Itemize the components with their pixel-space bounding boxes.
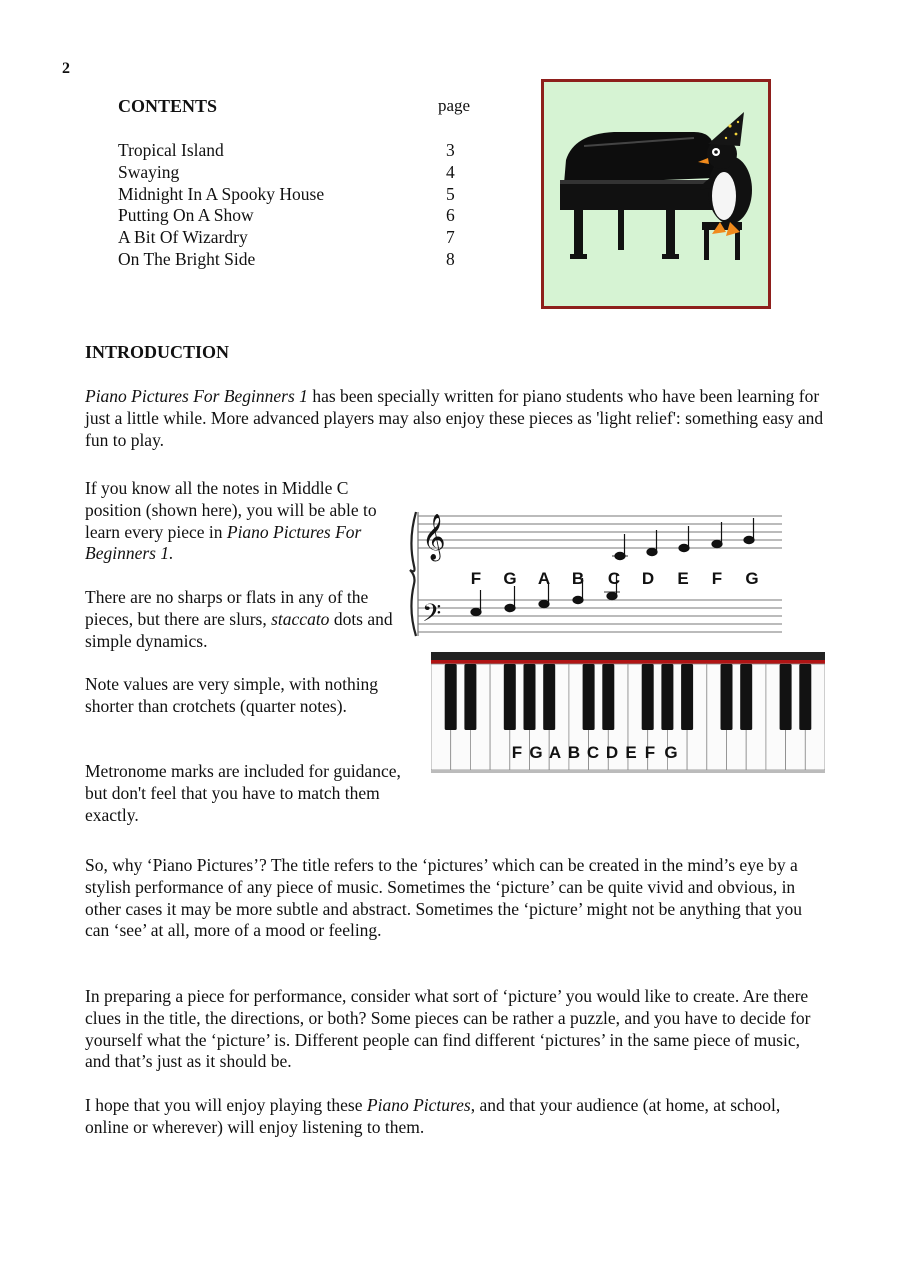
treble-clef-icon: 𝄞	[422, 514, 446, 560]
sharps-flats-paragraph	[85, 587, 405, 652]
keyboard-label: A	[548, 743, 562, 762]
book-title: Piano Pictures	[366, 1095, 471, 1115]
bass-clef-icon: 𝄢	[422, 599, 442, 634]
black-key	[642, 664, 654, 730]
page-number: 2	[62, 60, 70, 77]
staff-note-label: G	[503, 569, 517, 588]
contents-item-title: Swaying	[118, 161, 180, 182]
closing-paragraph	[85, 1095, 825, 1139]
keyboard-label: E	[625, 743, 637, 762]
contents-item[interactable]	[118, 249, 458, 271]
staccato-term: staccato	[271, 608, 330, 629]
penguin-piano-icon	[544, 82, 768, 306]
paragraph-text: If you know all the notes in Middle C position (shown here), you will be able to learn every piece in	[85, 478, 377, 542]
staff-note-label: C	[607, 569, 621, 588]
piano-keyboard	[431, 652, 825, 776]
contents-item-page: 3	[446, 140, 455, 160]
black-key	[661, 664, 673, 730]
black-key	[504, 664, 516, 730]
keyboard-label: F	[511, 743, 523, 762]
keyboard-label: C	[586, 743, 600, 762]
note-values-paragraph: Note values are very simple, with nothing shorter than crotchets (quarter notes).	[85, 674, 379, 716]
paragraph-text: There are no sharps or flats in any of the pieces, but there are slurs,	[85, 587, 369, 629]
contents-item-page: 4	[446, 161, 455, 182]
grand-staff	[406, 500, 786, 640]
intro-paragraph	[85, 386, 825, 451]
contents-item[interactable]	[118, 140, 458, 162]
contents-item-title: Putting On A Show	[118, 205, 254, 226]
contents-item-title: Midnight In A Spooky House	[118, 183, 325, 204]
penguin-piano-illustration	[541, 79, 771, 309]
black-key	[681, 664, 693, 730]
black-key	[602, 664, 614, 730]
staff-note-label: E	[677, 569, 689, 588]
contents-list	[118, 140, 458, 271]
contents-item[interactable]	[118, 162, 458, 184]
contents-item-title: On The Bright Side	[118, 248, 256, 269]
staff-note-label: B	[571, 569, 585, 588]
black-key	[464, 664, 476, 730]
paragraph-text: has been specially written for piano students who have been learning for just a little while. More advanced players may also enjoy these pieces as 'light relief': something easy and fun to play.	[85, 386, 824, 450]
contents-item-title: Tropical Island	[118, 140, 224, 160]
staff-note-label: F	[470, 569, 482, 588]
keyboard-label: G	[529, 743, 543, 762]
staff-note-label: A	[537, 569, 551, 588]
black-key	[445, 664, 457, 730]
black-key	[524, 664, 536, 730]
piano-pictures-paragraph: So, why ‘Piano Pictures’? The title refers to the ‘pictures’ which can be created in the mind’s eye by a stylish performance of any piece of music. Sometimes the ‘picture’ can be quite vivid and obvious, in other cases it may be more subtle and abstract. Sometimes the ‘picture’ might not be anything that you can ‘see’ at all, more of a mood or feeling.	[85, 855, 802, 941]
contents-item-page: 5	[446, 183, 455, 204]
book-title: Piano Pictures For Beginners 1.	[85, 521, 362, 564]
paragraph-text: dots and simple dynamics.	[85, 608, 393, 651]
performance-paragraph: In preparing a piece for performance, consider what sort of ‘picture’ you would like to create. Are there clues in the title, the directions, or both? Some pieces can be rather a puzzle, and you have to decide for yourself what the ‘picture’ is. Different people can find different ‘pictures’ in the same piece of music, and that’s just as it should be.	[85, 986, 811, 1072]
staff-note-label: D	[641, 569, 655, 588]
staff-note-label: G	[745, 569, 759, 588]
paragraph-text: , and that your audience (at home, at school, online or wherever) will enjoy listening to them.	[85, 1095, 781, 1137]
contents-item-title: A Bit Of Wizardry	[118, 227, 248, 248]
black-key	[543, 664, 555, 730]
black-key	[721, 664, 733, 730]
keyboard-label: F	[644, 743, 656, 762]
contents-item-page: 8	[446, 248, 455, 269]
introduction-heading: INTRODUCTION	[85, 342, 230, 362]
contents-item[interactable]	[118, 184, 458, 206]
contents-heading: CONTENTS	[118, 96, 218, 116]
contents-page-heading: page	[438, 96, 471, 115]
contents-item-page: 6	[446, 205, 455, 226]
contents-item[interactable]	[118, 205, 458, 227]
contents-item[interactable]	[118, 227, 458, 249]
staff-note-label: F	[711, 569, 723, 588]
keyboard-label: D	[605, 743, 619, 762]
middle-c-paragraph	[85, 478, 405, 565]
contents-item-page: 7	[446, 227, 455, 248]
keyboard-label: B	[567, 743, 581, 762]
black-key	[583, 664, 595, 730]
black-key	[740, 664, 752, 730]
book-title: Piano Pictures For Beginners 1	[85, 386, 308, 406]
black-key	[780, 664, 792, 730]
metronome-paragraph: Metronome marks are included for guidance, but don't feel that you have to match them exactly.	[85, 761, 401, 825]
paragraph-text: I hope that you will enjoy playing these	[85, 1095, 367, 1115]
keyboard-label: G	[664, 743, 678, 762]
black-key	[799, 664, 811, 730]
